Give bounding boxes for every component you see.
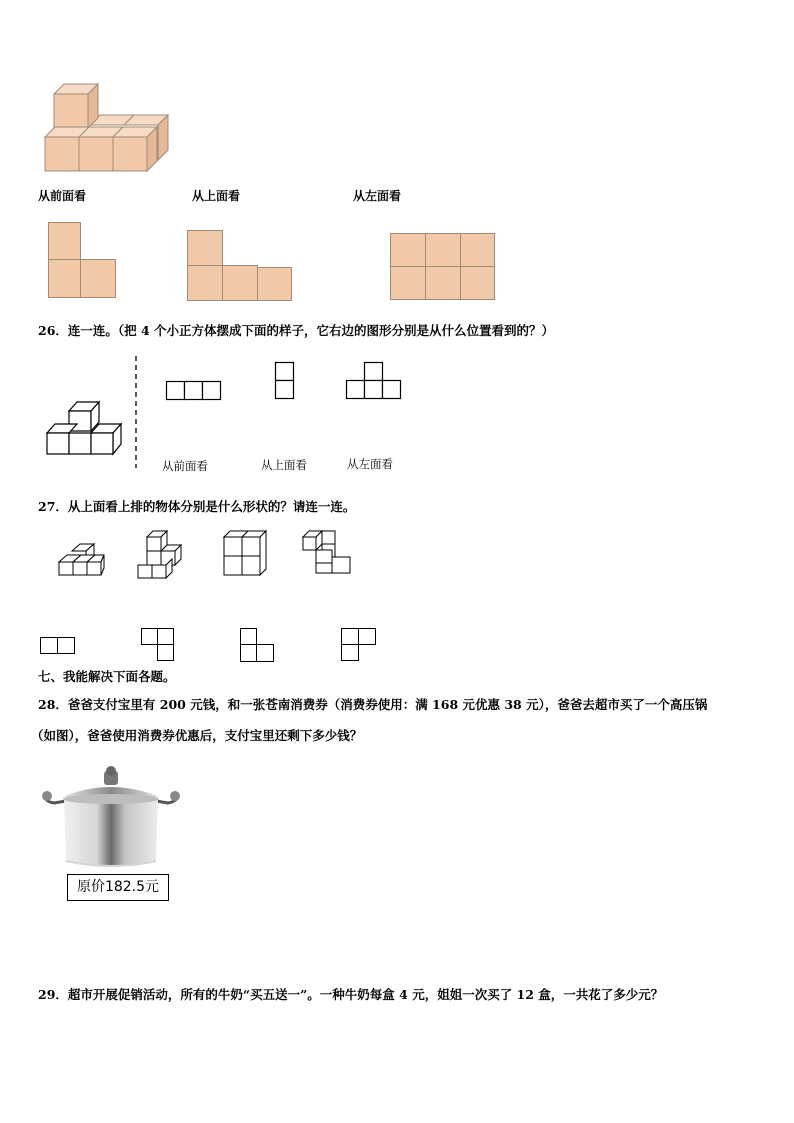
q26-text bbox=[38, 323, 554, 339]
q26-shape-pyramid bbox=[346, 362, 402, 400]
q27-prompt: 从上面看上排的物体分别是什么形状的？请连一连。 bbox=[67, 499, 356, 514]
price-tag: 原价182.5元 bbox=[67, 874, 169, 901]
q27-shape-2 bbox=[141, 628, 177, 662]
q27-object-1 bbox=[58, 543, 106, 577]
q26-prompt: 连一连。（把 4 个小正方体摆成下面的样子，它右边的图形分别是从什么位置看到的？） bbox=[67, 323, 555, 338]
view-top-label: 从上面看 bbox=[192, 189, 241, 203]
q26-divider-dashed-line bbox=[134, 356, 138, 468]
q27-object-3 bbox=[220, 530, 270, 578]
q27-object-2 bbox=[137, 530, 187, 580]
pressure-cooker-image bbox=[40, 763, 182, 873]
q27-shape-3 bbox=[240, 628, 276, 663]
q26-cube-figure bbox=[45, 400, 125, 458]
cube-stack-figure bbox=[40, 80, 175, 175]
q28-line-1 bbox=[38, 697, 707, 713]
q26-label-front: 从前面看 bbox=[162, 459, 208, 473]
q26-label-left: 从左面看 bbox=[347, 457, 393, 471]
view-front-label: 从前面看 bbox=[38, 189, 87, 203]
q26-number: 26． bbox=[38, 323, 68, 338]
front-view-figure bbox=[48, 222, 118, 300]
q29-prompt: 超市开展促销活动，所有的牛奶“买五送一”。一种牛奶每盒 4 元，姐姐一次买了 12 盒，一共花了多少元？ bbox=[67, 987, 664, 1002]
q29-text bbox=[38, 987, 663, 1003]
q27-shape-1 bbox=[40, 637, 76, 655]
q28-number: 28． bbox=[38, 697, 68, 712]
view-left-label: 从左面看 bbox=[353, 189, 402, 203]
q27-number: 27． bbox=[38, 499, 68, 514]
q27-object-4 bbox=[302, 527, 354, 577]
section-7-title: 七、我能解决下面各题。 bbox=[38, 669, 176, 684]
q26-label-top: 从上面看 bbox=[261, 458, 307, 472]
q26-shape-column bbox=[275, 362, 295, 400]
left-view-figure bbox=[390, 233, 498, 303]
q26-shape-row bbox=[166, 381, 222, 401]
q27-text bbox=[38, 499, 355, 515]
q28-line-2: （如图），爸爸使用消费券优惠后，支付宝里还剩下多少钱？ bbox=[31, 728, 363, 743]
q28-prompt-line-1: 爸爸支付宝里有 200 元钱，和一张苍南消费券（消费券使用：满 168 元优惠 38 元），爸爸去超市买了一个高压锅 bbox=[67, 697, 708, 712]
q27-shape-4 bbox=[341, 628, 377, 662]
q29-number: 29． bbox=[38, 987, 68, 1002]
top-view-figure bbox=[187, 230, 295, 302]
